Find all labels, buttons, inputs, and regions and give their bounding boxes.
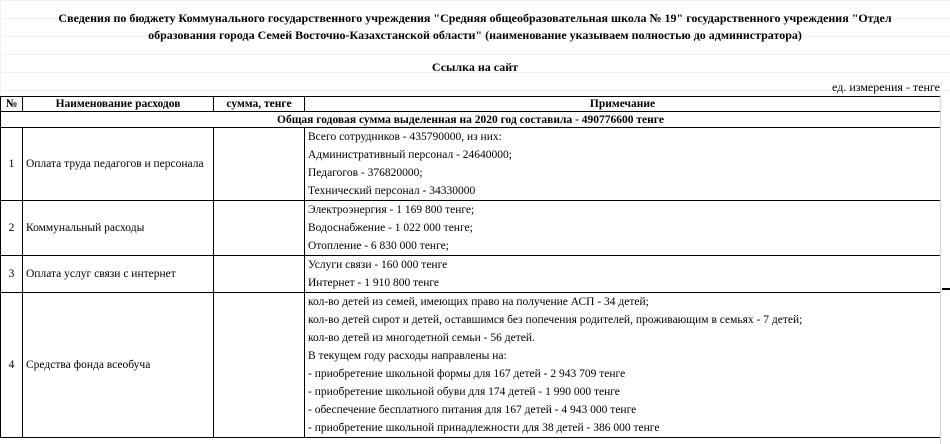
note-line: Педагогов - 376820000; [308,167,423,179]
row-sum-cell[interactable] [214,256,305,293]
note-line: кол-во детей сирот и детей, оставшимся без попечения родителей, проживающим в семьях - 7 детей; [308,314,803,326]
row-note-cell[interactable] [305,201,941,256]
header-note[interactable]: Примечание [305,97,941,112]
note-line: - обеспечение бесплатного питания для 167 детей - 4 943 000 тенге [308,404,637,416]
row-num-cell[interactable]: 1 [1,128,23,201]
row-name-cell[interactable]: Оплата труда педагогов и персонала [23,128,214,201]
table-row [1,201,941,256]
row-name-cell[interactable]: Средства фонда всеобуча [23,293,214,438]
note-line: - приобретение школьной принадлежности для 38 детей - 386 000 тенге [308,422,660,434]
cell-cursor-marker [942,288,950,290]
total-cell[interactable]: Общая годовая сумма выделенная на 2020 год составила - 490776600 тенге [1,112,941,128]
row-note-cell[interactable] [305,293,941,438]
title-line-1: Сведения по бюджету Коммунального государственного учреждения "Средняя общеобразовательная школа № 19" государственного учреждения "Отдел [58,11,892,25]
document-title [0,10,950,44]
header-num[interactable]: № [1,97,23,112]
next-column-edge [940,95,950,444]
table-row [1,256,941,293]
row-note-cell[interactable] [305,256,941,293]
table-row [1,293,941,438]
row-name-cell[interactable]: Оплата услуг связи с интернет [23,256,214,293]
note-line: Услуги связи - 160 000 тенге [308,259,448,271]
header-sum[interactable]: сумма, тенге [214,97,305,112]
header-name[interactable]: Наименование расходов [23,97,214,112]
note-line: Водоснабжение - 1 022 000 тенге; [308,222,473,234]
unit-label: ед. измерения - тенге [832,80,940,94]
row-name-cell[interactable]: Коммунальный расходы [23,201,214,256]
total-row [1,112,941,128]
site-link[interactable]: Ссылка на сайт [431,60,519,74]
row-num-cell[interactable]: 2 [1,201,23,256]
note-line: Технический персонал - 34330000 [308,185,476,197]
note-line: кол-во детей из многодетной семьи - 56 детей. [308,332,535,344]
note-line: В текущем году расходы направлены на: [308,350,507,362]
row-sum-cell[interactable] [214,293,305,438]
note-line: - приобретение школьной обуви для 174 детей - 1 990 000 тенге [308,386,620,398]
row-num-cell[interactable]: 4 [1,293,23,438]
note-line: Интернет - 1 910 800 тенге [308,277,440,289]
row-num-cell[interactable]: 3 [1,256,23,293]
title-line-2: образования города Семей Восточно-Казахстанской области" (наименование указываем полностью до администратора) [148,28,802,42]
note-line: Электроэнергия - 1 169 800 тенге; [308,204,475,216]
note-line: Всего сотрудников - 435790000, из них: [308,131,502,143]
note-line: кол-во детей из семей, имеющих право на получение АСП - 34 детей; [308,296,649,308]
row-sum-cell[interactable] [214,128,305,201]
row-note-cell[interactable] [305,128,941,201]
budget-table [0,96,941,438]
header-row [1,97,941,112]
note-line: Административный персонал - 24640000; [308,149,512,161]
note-line: Отопление - 6 830 000 тенге; [308,240,449,252]
row-sum-cell[interactable] [214,201,305,256]
note-line: - приобретение школьной формы для 167 детей - 2 943 709 тенге [308,368,626,380]
table-row [1,128,941,201]
